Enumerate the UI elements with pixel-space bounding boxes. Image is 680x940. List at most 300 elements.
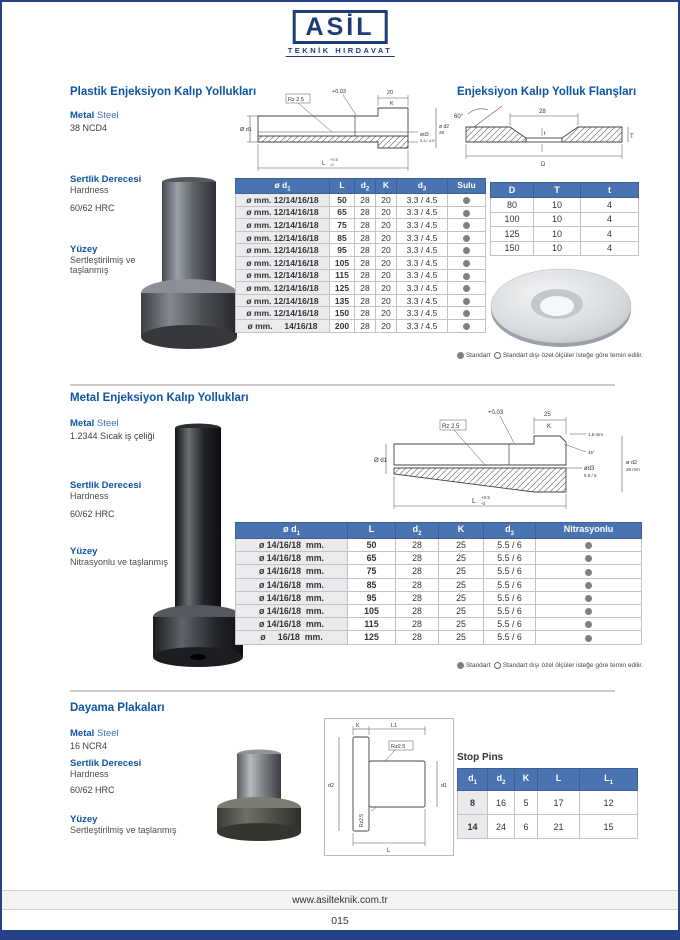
col-sulu: Sulu — [448, 179, 486, 194]
section-divider — [70, 690, 615, 692]
dim-k-label: K — [356, 723, 360, 729]
metal-label: Metal — [70, 418, 95, 429]
table-row — [236, 604, 642, 617]
header-row — [236, 523, 642, 539]
dim-d1-label: d1 — [441, 783, 448, 789]
dim-l-tol-up: +0.5 — [330, 157, 338, 162]
cell: 65 — [330, 206, 355, 219]
table-row — [458, 791, 638, 815]
cell: 4 — [581, 198, 639, 213]
cell — [448, 269, 486, 282]
cell: 28 — [396, 539, 439, 552]
dim-tol-label: +0.03 — [332, 89, 346, 95]
cell: 10 — [534, 198, 581, 213]
cell: ø 14/16/18 mm. — [236, 578, 348, 591]
standart-dot — [463, 310, 470, 317]
standart-dot — [585, 608, 592, 615]
dim-l-tol-dn: -0 — [330, 162, 334, 167]
dim-l-label: L — [472, 498, 476, 505]
spec-metal-plastic — [70, 110, 200, 133]
standart-dot — [463, 273, 470, 280]
cell: 4 — [581, 212, 639, 227]
cell: 200 — [330, 319, 355, 332]
cell: 10 — [534, 212, 581, 227]
col-t: t — [581, 183, 639, 198]
cell: 20 — [376, 256, 397, 269]
dim-l-tol-dn: -0 — [481, 501, 486, 506]
technical-drawing-flange — [454, 102, 636, 179]
cell: 28 — [396, 604, 439, 617]
cell: 28 — [355, 294, 376, 307]
metal-label-en: Steel — [96, 728, 119, 739]
standart-dot — [585, 542, 592, 549]
dim-angle-label: 60° — [454, 114, 464, 120]
dim-d3-label: ød3 — [584, 466, 595, 472]
cell — [448, 244, 486, 257]
table-row — [236, 256, 486, 269]
dim-l1-label: L1 — [391, 723, 398, 729]
cell — [448, 307, 486, 320]
cell: 8 — [458, 791, 488, 815]
cell: 15 — [580, 815, 638, 839]
table-row — [491, 227, 639, 242]
cell — [536, 578, 642, 591]
footer-bar — [2, 930, 678, 938]
dim-d1-label: Ø d1 — [374, 458, 388, 464]
col-K: K — [439, 523, 484, 539]
custom-ring-icon — [494, 352, 501, 359]
col-d2: $d_2$ — [355, 179, 376, 194]
standart-dot — [585, 555, 592, 562]
standart-dot — [463, 247, 470, 254]
cell: ø mm. 12/14/16/18 — [236, 219, 330, 232]
col-d3: $d_3$ — [397, 179, 448, 194]
cell: 28 — [355, 231, 376, 244]
logo-tagline: TEKNİK HIRDAVAT — [287, 46, 393, 56]
surface-label: Yüzey — [70, 814, 98, 825]
cell: ø 16/18 mm. — [236, 631, 348, 644]
standart-dot — [463, 260, 470, 267]
dim-T-label: T — [630, 134, 634, 140]
legend-standard-label: Standart — [465, 662, 491, 669]
dim-l-label: L — [322, 161, 326, 167]
col-T: T — [534, 183, 581, 198]
dim-rz-label: Rz 2.5 — [288, 97, 304, 103]
header-row — [458, 769, 638, 791]
hardness-label: Sertlik Derecesi — [70, 758, 142, 769]
table-row — [236, 539, 642, 552]
standart-dot — [585, 595, 592, 602]
standart-dot — [463, 210, 470, 217]
surface-label: Yüzey — [70, 244, 98, 255]
cell: 5.5 / 6 — [484, 631, 536, 644]
cell: 28 — [355, 269, 376, 282]
cell: 24 — [488, 815, 515, 839]
dim-D-label: D — [541, 162, 546, 168]
dim-k-label: K — [547, 424, 552, 430]
photo-washer-graphic — [488, 264, 638, 350]
flange-table — [490, 182, 639, 256]
hardness-label-en: Hardness — [70, 769, 109, 779]
cell: 25 — [439, 565, 484, 578]
cell: 125 — [491, 227, 534, 242]
standart-dot — [463, 285, 470, 292]
dim-d1-label: Ø d1 — [240, 127, 252, 133]
cell: 28 — [355, 319, 376, 332]
table-row — [236, 307, 486, 320]
cell: 4 — [581, 241, 639, 256]
col-K: K — [376, 179, 397, 194]
section-divider — [70, 384, 615, 386]
cell: 28 — [355, 206, 376, 219]
cell: 20 — [376, 194, 397, 207]
cell: 20 — [376, 244, 397, 257]
hardness-label-en: Hardness — [70, 491, 109, 501]
table-row — [236, 319, 486, 332]
cell: 28 — [355, 256, 376, 269]
cell: ø 14/16/18 mm. — [236, 591, 348, 604]
cell: ø mm. 14/16/18 — [236, 319, 330, 332]
col-d2: $d_2$ — [396, 523, 439, 539]
cell: ø mm. 12/14/16/18 — [236, 206, 330, 219]
cell — [448, 231, 486, 244]
legend-custom-label: Standart dışı özel ölçüler isteğe göre temin edilir. — [502, 352, 644, 359]
dim-t-small-label: t — [544, 131, 546, 137]
cell: 28 — [355, 219, 376, 232]
stop-pins-title: Stop Pins — [457, 752, 504, 763]
table-row — [236, 282, 486, 295]
col-L1: $L_1$ — [580, 769, 638, 791]
dim-k-label: K — [390, 101, 394, 107]
cell: 6 — [515, 815, 538, 839]
standart-dot — [463, 222, 470, 229]
technical-drawing-plastic — [240, 86, 452, 183]
cell: 12 — [580, 791, 638, 815]
table-row — [236, 231, 486, 244]
cell: ø 14/16/18 mm. — [236, 552, 348, 565]
cell: 135 — [330, 294, 355, 307]
cell: 28 — [396, 552, 439, 565]
header-row — [491, 183, 639, 198]
cell: 25 — [439, 631, 484, 644]
legend-plastic — [457, 352, 644, 359]
cell — [536, 618, 642, 631]
standart-dot — [585, 582, 592, 589]
col-d1: ø $d_1$ — [236, 179, 330, 194]
spec-hardness-stoppins — [70, 758, 200, 795]
dim-d2-label: d2 — [328, 783, 335, 789]
metal-label-en: Steel — [96, 110, 119, 121]
cell: 14 — [458, 815, 488, 839]
cell — [536, 604, 642, 617]
col-L: L — [538, 769, 580, 791]
cell — [448, 294, 486, 307]
cell: 28 — [355, 244, 376, 257]
cell: 5.5 / 6 — [484, 565, 536, 578]
cell: 25 — [439, 604, 484, 617]
surface-value: Sertleştirilmiş ve taşlanmış — [70, 255, 136, 275]
cell — [448, 206, 486, 219]
cell: 125 — [330, 282, 355, 295]
col-L: L — [330, 179, 355, 194]
cell: 95 — [348, 591, 396, 604]
hardness-value: 60/62 HRC — [70, 509, 115, 519]
cell: 20 — [376, 269, 397, 282]
table-row — [236, 565, 642, 578]
cell — [536, 539, 642, 552]
cell: 3.3 / 4.5 — [397, 319, 448, 332]
cell: 65 — [348, 552, 396, 565]
product-photo-stop-pin — [216, 746, 302, 849]
product-photo-metal-bushing — [152, 420, 244, 673]
cell: 28 — [396, 578, 439, 591]
table-row — [491, 241, 639, 256]
col-d1: ø $d_1$ — [236, 523, 348, 539]
table-row — [236, 219, 486, 232]
cell: 20 — [376, 319, 397, 332]
standart-dot — [463, 197, 470, 204]
table-row — [236, 552, 642, 565]
table-row — [236, 591, 642, 604]
cell: 28 — [355, 194, 376, 207]
dim-rz-top-label: Rz2.5 — [391, 744, 406, 750]
cell: ø 14/16/18 mm. — [236, 565, 348, 578]
table-row — [491, 198, 639, 213]
col-D: D — [491, 183, 534, 198]
cell: ø mm. 12/14/16/18 — [236, 294, 330, 307]
cell: 3.3 / 4.5 — [397, 194, 448, 207]
cell: 3.3 / 4.5 — [397, 307, 448, 320]
cell: ø mm. 12/14/16/18 — [236, 231, 330, 244]
cell: 25 — [439, 591, 484, 604]
hardness-value: 60/62 HRC — [70, 785, 115, 795]
cell: ø 14/16/18 mm. — [236, 604, 348, 617]
cell: 3.3 / 4.5 — [397, 244, 448, 257]
cell — [448, 256, 486, 269]
cell: 17 — [538, 791, 580, 815]
cell: ø mm. 12/14/16/18 — [236, 194, 330, 207]
table-row — [236, 244, 486, 257]
spec-metal-stoppins — [70, 728, 200, 751]
legend-metal — [457, 662, 644, 669]
dim-d2-value: 28 mm — [626, 467, 640, 472]
stop-pins-table — [457, 768, 638, 839]
cell: ø mm. 12/14/16/18 — [236, 307, 330, 320]
dim-edge-label: 1.5 mm — [588, 432, 604, 437]
hardness-label: Sertlik Derecesi — [70, 480, 142, 491]
hardness-label-en: Hardness — [70, 185, 109, 195]
cell: 80 — [491, 198, 534, 213]
metal-value: 38 NCD4 — [70, 123, 108, 133]
cell: 25 — [439, 578, 484, 591]
logo-brand-text: ASİL — [305, 13, 375, 41]
dim-l-tol-up: +0.5 — [481, 495, 490, 500]
dim-d2-value: 28 — [439, 130, 445, 135]
photo-plastic-bushing-graphic — [140, 172, 238, 352]
dim-k-value: 20 — [387, 90, 394, 96]
cell: 3.3 / 4.5 — [397, 269, 448, 282]
cell — [536, 631, 642, 644]
col-d2: $d_2$ — [488, 769, 515, 791]
surface-value: Nitrasyonlu ve taşlanmış — [70, 557, 169, 567]
cell: ø mm. 12/14/16/18 — [236, 269, 330, 282]
table-row — [236, 206, 486, 219]
cell: 5.5 / 6 — [484, 618, 536, 631]
table-row — [236, 294, 486, 307]
cell: 20 — [376, 231, 397, 244]
surface-label: Yüzey — [70, 546, 98, 557]
table-row — [236, 618, 642, 631]
footer-url[interactable]: www.asilteknik.com.tr — [2, 891, 678, 910]
cell: ø mm. 12/14/16/18 — [236, 256, 330, 269]
standart-dot — [585, 569, 592, 576]
cell: 3.3 / 4.5 — [397, 231, 448, 244]
cell — [536, 552, 642, 565]
cell: 3.3 / 4.5 — [397, 282, 448, 295]
section-title-stoppins: Dayama Plakaları — [70, 702, 165, 714]
cell: 5.5 / 6 — [484, 591, 536, 604]
cell: 5.5 / 6 — [484, 539, 536, 552]
cell — [448, 194, 486, 207]
cell: 28 — [396, 565, 439, 578]
standart-dot — [463, 323, 470, 330]
table-row — [236, 578, 642, 591]
cell: 28 — [396, 618, 439, 631]
cell: 25 — [439, 539, 484, 552]
brand-logo — [286, 10, 395, 57]
dim-l-label: L — [387, 848, 391, 854]
dim-d3-label: ød3 — [420, 132, 429, 138]
dim-d3-value: 5.5 / 6 — [584, 473, 597, 478]
cell: 3.3 / 4.5 — [397, 294, 448, 307]
cell: 25 — [439, 618, 484, 631]
standart-dot — [457, 352, 464, 359]
dim-width-label: 28 — [539, 109, 546, 115]
cell: 10 — [534, 227, 581, 242]
cell: 3.3 / 4.5 — [397, 219, 448, 232]
product-photo-plastic-bushing — [140, 172, 238, 357]
hardness-value: 60/62 HRC — [70, 203, 115, 213]
cell: 3.3 / 4.5 — [397, 256, 448, 269]
cell: 100 — [491, 212, 534, 227]
technical-drawing-stoppin — [324, 718, 454, 856]
cell — [448, 319, 486, 332]
col-L: L — [348, 523, 396, 539]
cell — [536, 591, 642, 604]
dim-chamfer-label: 45° — [588, 450, 595, 455]
cell: 125 — [348, 631, 396, 644]
cell: ø mm. 12/14/16/18 — [236, 282, 330, 295]
legend-custom-label: Standart dışı özel ölçüler isteğe göre temin edilir. — [502, 662, 644, 669]
cell: 16 — [488, 791, 515, 815]
spec-surface-stoppins — [70, 814, 220, 835]
cell: 75 — [330, 219, 355, 232]
photo-metal-bushing-graphic — [152, 420, 244, 668]
cell: 5.5 / 6 — [484, 604, 536, 617]
cell — [448, 282, 486, 295]
metal-value: 16 NCR4 — [70, 741, 108, 751]
cell: 3.3 / 4.5 — [397, 206, 448, 219]
cell: ø 14/16/18 mm. — [236, 539, 348, 552]
custom-ring-icon — [494, 662, 501, 669]
dim-rz-label: Rz 2.5 — [442, 424, 460, 430]
cell: 21 — [538, 815, 580, 839]
cell: 20 — [376, 294, 397, 307]
metal-table — [235, 522, 642, 645]
photo-stop-pin-graphic — [216, 746, 302, 844]
metal-label-en: Steel — [96, 418, 119, 429]
technical-drawing-metal — [374, 404, 670, 523]
cell — [448, 219, 486, 232]
section-title-flange: Enjeksiyon Kalıp Yolluk Flanşları — [457, 86, 637, 98]
metal-value: 1.2344 Sıcak iş çeliği — [70, 431, 155, 441]
dim-d2-label: ø d2 — [626, 460, 638, 466]
cell: 50 — [348, 539, 396, 552]
cell: 115 — [348, 618, 396, 631]
dim-tol-label: +0.03 — [488, 410, 504, 416]
dim-d2-label: ø d2 — [439, 124, 450, 130]
surface-value: Sertleştirilmiş ve taşlanmış — [70, 825, 177, 835]
standart-dot — [463, 298, 470, 305]
cell: ø 14/16/18 mm. — [236, 618, 348, 631]
page-number: 015 — [331, 915, 349, 927]
logo-box — [293, 10, 388, 44]
table-row — [236, 194, 486, 207]
col-d3: $d_3$ — [484, 523, 536, 539]
cell: 105 — [330, 256, 355, 269]
standart-dot — [457, 662, 464, 669]
cell: 28 — [396, 631, 439, 644]
cell — [536, 565, 642, 578]
cell: 20 — [376, 307, 397, 320]
cell: 105 — [348, 604, 396, 617]
cell: 150 — [491, 241, 534, 256]
dim-k-value: 25 — [544, 412, 551, 418]
cell: 85 — [330, 231, 355, 244]
table-row — [491, 212, 639, 227]
col-K: K — [515, 769, 538, 791]
dim-d3-value: 3.3 / 4.5 — [420, 138, 435, 143]
cell: 28 — [355, 282, 376, 295]
col-nitrasyonlu: Nitrasyonlu — [536, 523, 642, 539]
standart-dot — [585, 621, 592, 628]
table-row — [458, 815, 638, 839]
cell: 10 — [534, 241, 581, 256]
cell: 5.5 / 6 — [484, 552, 536, 565]
table-row — [236, 269, 486, 282]
section-title-plastic: Plastik Enjeksiyon Kalıp Yollukları — [70, 86, 257, 98]
header-row — [236, 179, 486, 194]
product-photo-flange-washer — [488, 264, 638, 355]
cell: 20 — [376, 219, 397, 232]
cell: ø mm. 12/14/16/18 — [236, 244, 330, 257]
cell: 5.5 / 6 — [484, 578, 536, 591]
cell: 25 — [439, 552, 484, 565]
hardness-label: Sertlik Derecesi — [70, 174, 142, 185]
legend-standard-label: Standart — [465, 352, 491, 359]
standart-dot — [463, 235, 470, 242]
section-title-metal: Metal Enjeksiyon Kalıp Yollukları — [70, 392, 249, 404]
plastic-table — [235, 178, 486, 333]
cell: 28 — [396, 591, 439, 604]
col-d1: $d_1$ — [458, 769, 488, 791]
cell: 150 — [330, 307, 355, 320]
metal-label: Metal — [70, 728, 95, 739]
cell: 75 — [348, 565, 396, 578]
metal-label: Metal — [70, 110, 95, 121]
cell: 50 — [330, 194, 355, 207]
cell: 85 — [348, 578, 396, 591]
